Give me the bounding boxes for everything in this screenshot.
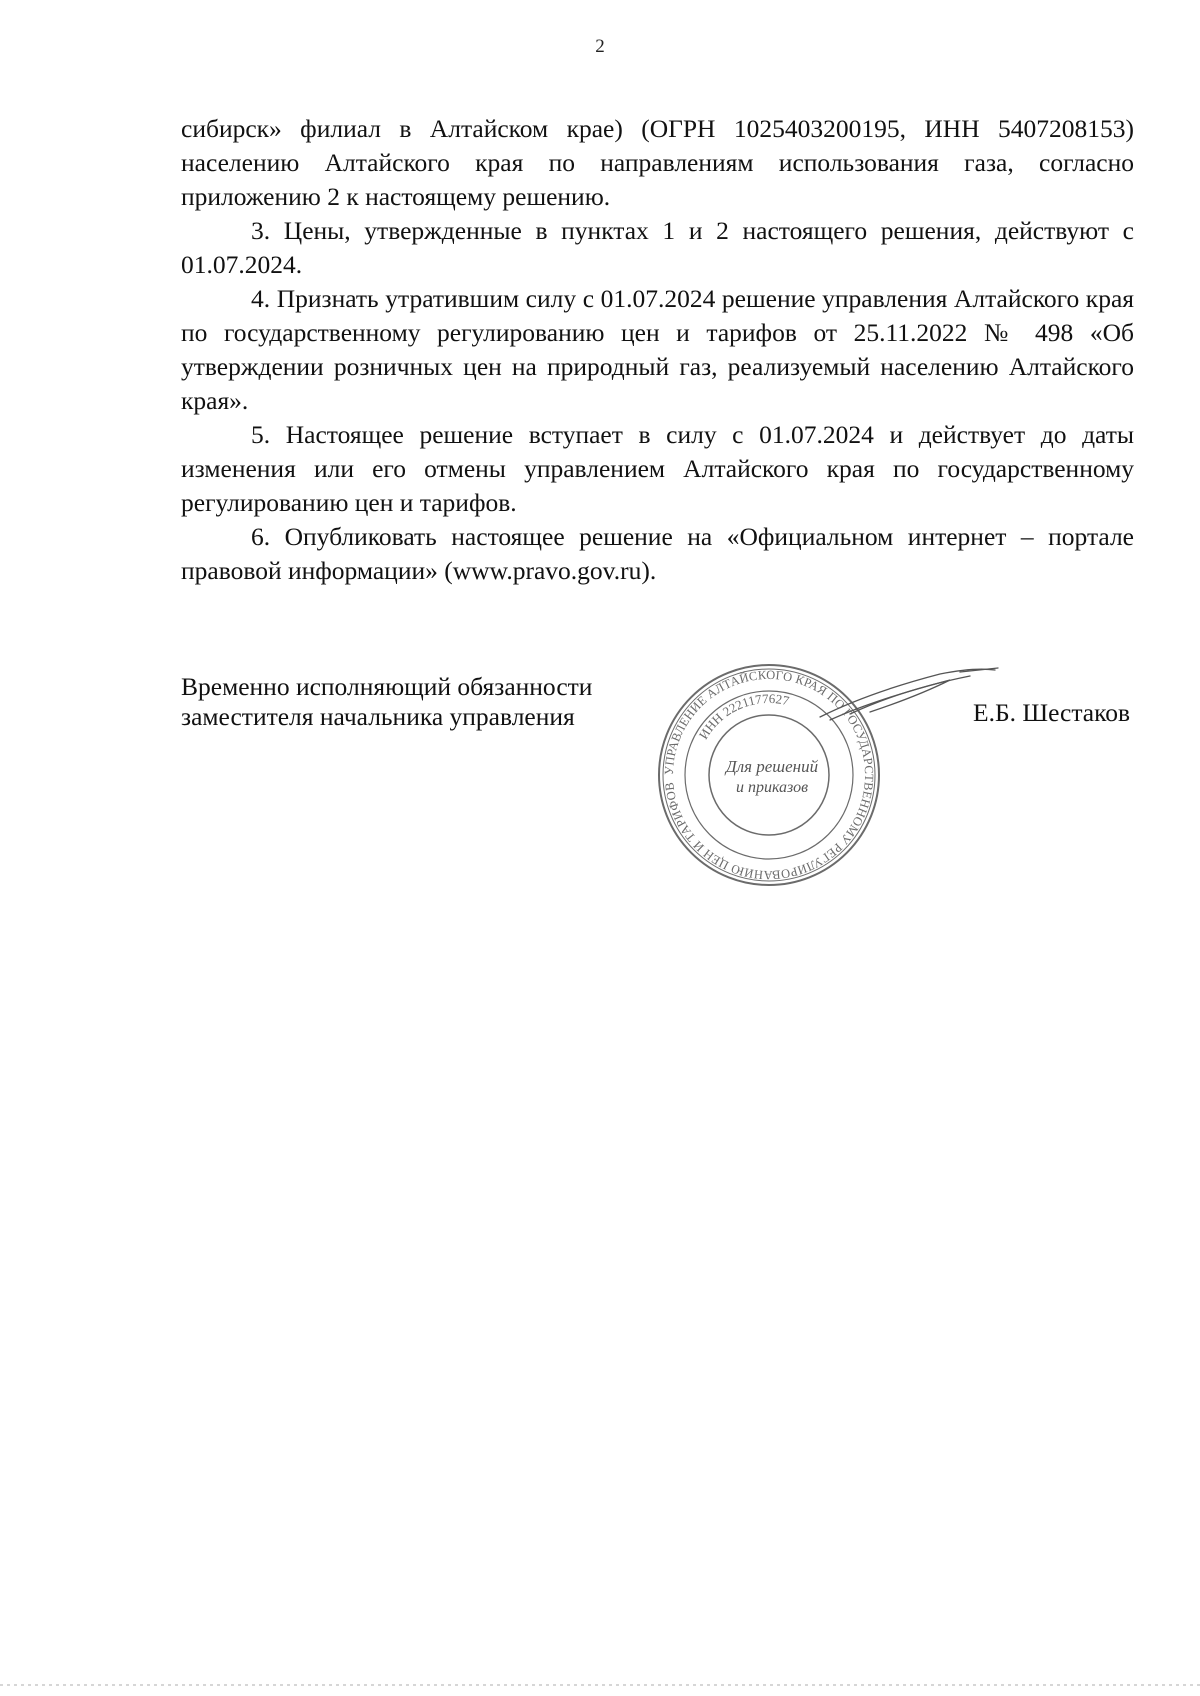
stamp-inner-line-1: Для решений [725,757,819,776]
stamp-inner-line-2: и приказов [735,779,809,796]
paragraph-continuation: сибирск» филиал в Алтайском крае) (ОГРН 1025403200195, ИНН 5407208153) населению Алтайского края по направлениям использования газа, согласно приложению 2 к настоящему решению. [181,114,1134,211]
stamp-outer-text: УПРАВЛЕНИЕ АЛТАЙСКОГО КРАЯ ПО ГОСУДАРСТВЕННОМУ РЕГУЛИРОВАНИЮ ЦЕН И ТАРИФОВ [661,667,877,883]
paragraph-item-4: 4. Признать утратившим силу с 01.07.2024 решение управления Алтайского края по государственному регулированию цен и тарифов от 25.11.2022 № 498 «Об утверждении розничных цен на природный газ, реализуемый населению Алтайского края». [181,284,1134,415]
document-body [181,112,1134,588]
paragraph-item-3: 3. Цены, утвержденные в пунктах 1 и 2 настоящего решения, действуют с 01.07.2024. [181,216,1134,279]
signatory-title-line-2: заместителя начальника управления [181,702,575,731]
signatory-title-line-1: Временно исполняющий обязанности [181,672,593,701]
handwritten-signature [810,662,1000,732]
signatory-name: Е.Б. Шестаков [973,698,1130,727]
page-number: 2 [595,36,605,57]
signatory-title [181,672,661,732]
stamp-inn-text: ИНН 2221177627 [695,690,791,742]
paragraph-item-5: 5. Настоящее решение вступает в силу с 01.07.2024 и действует до даты изменения или его отмены управлением Алтайского края по государственному регулированию цен и тарифов. [181,420,1134,517]
paragraph-item-6: 6. Опубликовать настоящее решение на «Официальном интернет – портале правовой информации» (www.pravo.gov.ru). [181,522,1134,585]
scan-edge-artifact [0,1684,1200,1686]
